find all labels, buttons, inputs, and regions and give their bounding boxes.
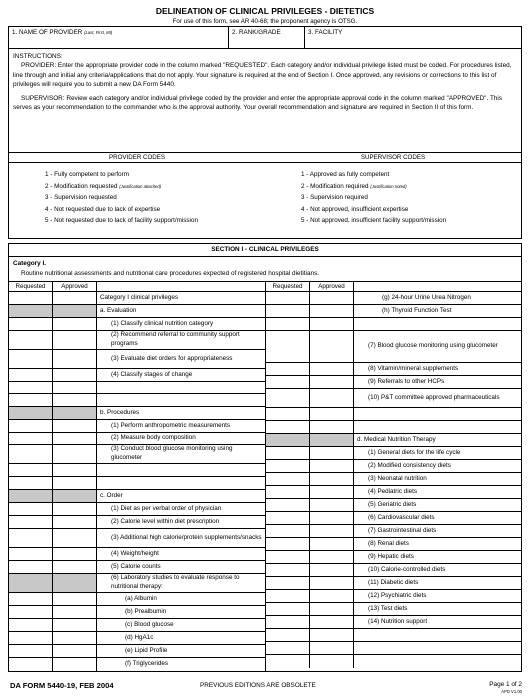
supervisor-codes-heading: SUPERVISOR CODES [265,153,521,163]
requested-cell[interactable] [266,616,310,628]
requested-cell[interactable] [9,593,53,605]
requested-cell[interactable] [266,363,310,375]
approved-cell[interactable] [310,642,354,654]
approved-cell[interactable] [53,331,97,349]
requested-cell[interactable] [266,642,310,654]
privilege-label: (e) Lipid Profile [125,646,168,654]
provider-codes-heading: PROVIDER CODES [9,153,265,163]
privilege-label: (8) Vitamin/mineral supplements [368,364,459,372]
requested-cell[interactable] [9,516,53,528]
privileges-grid [8,281,522,672]
supervisor-codes [265,153,521,238]
privilege-label [97,464,265,476]
privilege-label: (1) Perform anthropometric measurements [111,421,230,429]
rank-field[interactable] [229,27,305,48]
privilege-row [266,389,521,408]
requested-cell [266,434,310,446]
approved-cell[interactable] [310,551,354,563]
privilege-label: (3) Additional high calorie/protein supplements/snacks [111,533,262,541]
approved-cell[interactable] [310,447,354,459]
form-title: DELINEATION OF CLINICAL PRIVILEGES - DIETETICS [155,6,375,16]
privilege-row [9,420,265,433]
privilege-label: (1) General diets for the life cycle [368,448,461,456]
requested-cell [9,407,53,419]
privilege-row [266,318,521,331]
approved-cell[interactable] [310,629,354,641]
requested-cell[interactable] [266,655,310,668]
privilege-label: (4) Classify stages of change [111,370,193,378]
approved-cell[interactable] [53,477,97,489]
approved-cell[interactable] [53,464,97,476]
codes-table [8,152,522,239]
requested-cell[interactable] [266,331,310,362]
approved-cell[interactable] [53,292,97,304]
privilege-row [9,331,265,350]
approved-cell[interactable] [53,593,97,605]
requested-cell[interactable] [9,318,53,330]
privilege-label: (2) Recommend referral to community support programs [111,331,240,347]
privilege-row [9,394,265,407]
privilege-label: (1) Classify clinical nutrition category [111,319,214,327]
approved-cell[interactable] [53,420,97,432]
privilege-row [9,318,265,331]
privilege-row [9,382,265,394]
approved-cell[interactable] [53,561,97,573]
approved-cell[interactable] [310,305,354,317]
privilege-row [266,460,521,473]
privilege-row [9,445,265,464]
privilege-label: (10) P&T committee approved pharmaceuticals [368,393,500,401]
requested-cell[interactable] [266,486,310,498]
requested-cell[interactable] [266,318,310,330]
section-title: SECTION I - CLINICAL PRIVILEGES [8,243,522,257]
privilege-label: (9) Hepatic diets [368,552,414,560]
privilege-label: (5) Geriatric diets [368,500,417,508]
requested-cell[interactable] [9,606,53,618]
privilege-row [266,376,521,389]
privilege-label: (10) Calorie-controlled diets [368,565,446,573]
privilege-row [9,292,265,305]
rank-label: 2. RANK/GRADE [232,29,281,36]
privilege-row [266,616,521,629]
code-item [45,181,265,193]
column-header-row [266,282,521,292]
privilege-label [354,421,521,433]
supervisor-instructions: SUPERVISOR: Review each category and/or individual privilege coded by the provider and enter the appropriate approval code in the column marked "APPROVED". This serves as your recommendation to the commander who is the approval authority. Your overall recommendation and signature are required in Section II of this form. [13,94,503,112]
requested-cell[interactable] [9,369,53,381]
privilege-row [266,642,521,655]
privilege-label: d. Medical Nutrition Therapy [357,435,436,443]
approved-cell[interactable] [310,318,354,330]
approved-cell[interactable] [310,408,354,420]
category-description: Routine nutritional assessments and nutritional care procedures expected of registered hospital dietitians. [21,269,320,277]
code-text: 2 - Modification required [301,182,371,190]
privilege-row [9,464,265,477]
requested-cell[interactable] [9,529,53,547]
approved-cell[interactable] [310,473,354,485]
privilege-row [9,407,265,420]
privilege-label [354,655,521,668]
privilege-row [9,305,265,318]
approved-cell[interactable] [53,516,97,528]
approved-cell[interactable] [310,292,354,304]
code-item [301,204,521,216]
privilege-row [9,606,265,619]
approved-cell[interactable] [53,632,97,644]
approved-cell[interactable] [53,382,97,393]
approved-header: Approved [53,282,97,291]
requested-cell[interactable] [9,331,53,349]
privilege-label: (g) 24-hour Urine Urea Nitrogen [382,293,471,301]
privileges-left-column [9,282,265,671]
code-text: 1 - Approved as fully competent [301,171,390,178]
requested-cell[interactable] [266,512,310,524]
privilege-label: (h) Thyroid Function Test [382,306,452,314]
requested-cell[interactable] [266,564,310,576]
approved-cell[interactable] [53,350,97,368]
requested-cell[interactable] [266,408,310,420]
provider-info-row [8,26,522,49]
facility-label: 3. FACILITY [308,29,343,36]
privilege-row [9,516,265,529]
approved-cell[interactable] [53,369,97,381]
privilege-row [9,490,265,503]
privilege-row [266,538,521,551]
privilege-label [354,629,521,641]
name-label: 1. NAME OF PROVIDER [12,29,83,36]
privilege-row [266,551,521,564]
privilege-row [9,645,265,658]
privilege-label: (1) Diet as per verbal order of physician [111,504,222,512]
privilege-label: (2) Modified consistency diets [368,461,451,469]
approved-cell[interactable] [310,538,354,550]
privilege-label: (2) Calorie level within diet prescription [111,517,220,525]
requested-cell[interactable] [9,632,53,644]
privilege-row [9,433,265,445]
category-header [8,257,522,281]
privilege-label: (b) Prealbumin [125,607,167,615]
privilege-row [266,473,521,486]
approved-cell[interactable] [310,512,354,524]
privilege-row [9,477,265,490]
approved-cell[interactable] [310,525,354,537]
requested-cell[interactable] [266,460,310,472]
requested-cell[interactable] [9,477,53,489]
provider-codes [9,153,265,238]
instructions-heading: INSTRUCTIONS: [13,53,63,60]
privilege-label: (3) Evaluate diet orders for appropriateness [111,354,233,362]
form [8,6,522,672]
privilege-row [266,408,521,421]
requested-cell [9,574,53,592]
requested-cell[interactable] [9,420,53,432]
requested-cell[interactable] [266,525,310,537]
privilege-label [354,642,521,654]
code-item [301,192,521,204]
privilege-label: (4) Pediatric diets [368,487,417,495]
requested-cell[interactable] [9,464,53,476]
approved-cell[interactable] [310,499,354,511]
requested-cell[interactable] [266,629,310,641]
code-item [45,215,265,227]
name-field[interactable] [9,27,229,48]
privilege-row [266,363,521,376]
requested-header: Requested [266,282,310,291]
privilege-label [97,394,265,406]
privilege-row [9,574,265,593]
requested-cell[interactable] [9,658,53,671]
approved-cell[interactable] [310,376,354,388]
privilege-row [9,548,265,561]
requested-cell[interactable] [266,473,310,485]
privilege-row [266,499,521,512]
requested-cell[interactable] [266,538,310,550]
privilege-label: (7) Gastrointestinal diets [368,526,437,534]
privilege-row [266,434,521,447]
privilege-row [266,512,521,525]
requested-cell[interactable] [266,551,310,563]
blank-header [354,282,521,291]
privilege-row [266,305,521,318]
privilege-row [9,561,265,574]
approved-cell[interactable] [310,577,354,589]
apd-version: APD V1.00 [501,689,522,694]
privilege-row [9,529,265,548]
requested-cell[interactable] [9,433,53,444]
approved-cell[interactable] [53,503,97,515]
approved-cell[interactable] [53,619,97,631]
privilege-label: (8) Renal diets [368,539,409,547]
requested-cell[interactable] [9,292,53,304]
privilege-label: (2) Measure body composition [111,434,196,442]
approved-cell[interactable] [310,363,354,375]
code-text: 4 - Not requested due to lack of expertise [45,205,161,213]
approved-cell[interactable] [310,590,354,602]
privilege-label: c. Order [100,491,123,499]
privilege-label: (13) Test diets [368,604,408,612]
requested-cell [9,490,53,502]
code-text: 1 - Fully competent to perform [45,171,129,178]
code-text: 3 - Supervision required [301,194,368,201]
privilege-label: (6) Cardiovascular diets [368,513,435,521]
requested-cell[interactable] [266,389,310,407]
privilege-label [97,477,265,489]
approved-cell[interactable] [53,645,97,657]
form-id: DA FORM 5440-19, FEB 2004 [10,681,114,690]
privilege-label: (d) HgA1c [125,633,154,641]
privilege-row [266,564,521,577]
privilege-label: (5) Calorie counts [111,562,161,570]
privilege-row [9,350,265,369]
approved-cell [53,305,97,317]
approved-cell[interactable] [53,318,97,330]
privilege-label: (11) Diabetic diets [368,578,419,586]
requested-cell[interactable] [9,382,53,393]
requested-cell[interactable] [266,292,310,304]
privilege-row [266,577,521,590]
code-item [301,169,521,181]
name-hint: (Last, First, MI) [84,30,113,35]
code-text: 2 - Modification requested [45,182,120,190]
requested-cell[interactable] [266,590,310,602]
approved-cell[interactable] [310,460,354,472]
privilege-row [9,619,265,632]
privilege-row [266,447,521,460]
approved-cell[interactable] [53,445,97,463]
category-label: Category I. [13,260,47,267]
requested-cell[interactable] [9,445,53,463]
requested-cell[interactable] [9,645,53,657]
column-header-row [9,282,265,292]
requested-cell[interactable] [266,421,310,433]
requested-cell[interactable] [266,603,310,615]
privileges-right-column [265,282,521,671]
approved-header: Approved [310,282,354,291]
facility-field[interactable] [305,27,521,48]
code-item [301,215,521,227]
privilege-label: b. Procedures [100,408,140,416]
privilege-row [9,632,265,645]
privilege-row [266,603,521,616]
code-note: (Justification attached) [119,183,162,189]
requested-cell[interactable] [266,577,310,589]
requested-cell[interactable] [266,499,310,511]
privilege-row [266,525,521,538]
privilege-label: (3) Neonatal nutrition [368,474,427,482]
code-item [45,169,265,181]
obsolete-note: PREVIOUS EDITIONS ARE OBSOLETE [200,682,316,689]
privilege-row [266,486,521,499]
page-number: Page 1 of 2 [489,681,522,688]
privilege-row [266,629,521,642]
privilege-row [266,590,521,603]
privilege-label [97,382,265,393]
approved-cell[interactable] [310,421,354,433]
requested-cell[interactable] [266,305,310,317]
blank-header [97,282,265,291]
approved-cell[interactable] [310,331,354,362]
privilege-label: (a) Albumin [125,594,157,602]
requested-cell[interactable] [9,548,53,560]
provider-instructions: PROVIDER: Enter the appropriate provider code in the column marked "REQUESTED". Each category and/or individual privilege listed must be coded. For procedures listed, line through and initial any criteria/applications that do not apply. Your signature is required at the end of Section I. Once approved, any revisions or corrections to this list of privileges will require you to submit a new DA Form 5440. [13,62,512,89]
approved-cell[interactable] [310,486,354,498]
privilege-label: (c) Blood glucose [125,620,174,628]
code-text: 5 - Not approved, insufficient facility support/mission [301,217,447,224]
requested-cell[interactable] [9,561,53,573]
privilege-label [354,408,521,420]
approved-cell[interactable] [53,433,97,444]
requested-cell[interactable] [9,394,53,406]
privilege-row [9,593,265,606]
privilege-row [266,331,521,363]
requested-cell [9,305,53,317]
approved-cell [53,574,97,592]
approved-cell[interactable] [310,389,354,407]
requested-cell[interactable] [9,619,53,631]
privilege-label [354,318,521,330]
requested-cell[interactable] [266,376,310,388]
privilege-label: (12) Psychiatric diets [368,591,427,599]
privilege-row [9,658,265,671]
privilege-row [9,503,265,516]
code-item [45,204,265,216]
privilege-label: (14) Nutrition support [368,617,428,625]
code-text: 4 - Not approved, insufficient expertise [301,205,409,213]
code-note: (Justification noted) [370,183,407,189]
privilege-label: (7) Blood glucose monitoring using glucometer [368,342,498,350]
approved-cell[interactable] [310,564,354,576]
approved-cell [53,490,97,502]
privilege-row [9,369,265,382]
privilege-row [266,655,521,668]
privilege-row [266,421,521,434]
approved-cell[interactable] [53,529,97,547]
requested-cell[interactable] [266,447,310,459]
code-text: 3 - Supervision requested [45,194,117,201]
code-item [45,192,265,204]
requested-cell[interactable] [9,503,53,515]
approved-cell[interactable] [53,394,97,406]
code-text: 5 - Not requested due to lack of facility support/mission [45,217,198,224]
requested-cell[interactable] [9,350,53,368]
approved-cell [310,434,354,446]
privilege-label: (9) Referrals to other HCPs [368,377,445,385]
privilege-label: (f) Triglycerides [125,660,169,668]
instructions [8,49,522,152]
approved-cell[interactable] [53,548,97,560]
approved-cell[interactable] [53,606,97,618]
privilege-label: (4) Weight/height [111,549,159,557]
form-subtitle: For use of this form, see AR 40-68; the proponent agency is OTSG. [172,18,358,25]
requested-header: Requested [9,282,53,291]
privilege-label: Category I clinical privileges [100,293,179,301]
privilege-label: a. Evaluation [100,306,137,314]
approved-cell [53,407,97,419]
approved-cell[interactable] [310,603,354,615]
code-item [301,181,521,193]
privilege-label: (3) Conduct blood glucose monitoring using glucometer [111,445,233,461]
approved-cell[interactable] [310,655,354,668]
privilege-label: (6) Laboratory studies to evaluate response to nutritional therapy: [111,574,240,590]
approved-cell[interactable] [53,658,97,671]
approved-cell[interactable] [310,616,354,628]
privilege-row [266,292,521,305]
